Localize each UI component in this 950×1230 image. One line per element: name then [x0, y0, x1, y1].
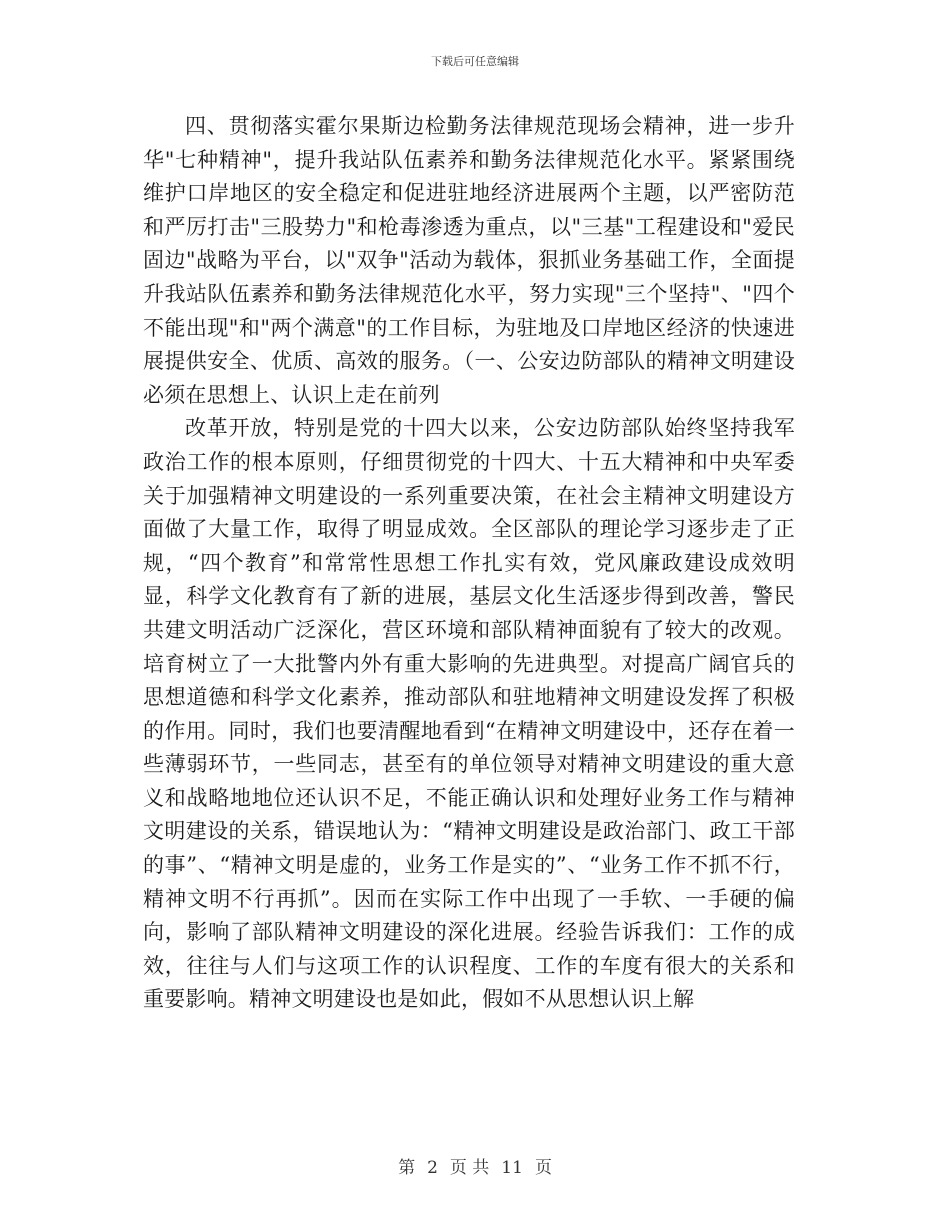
footer-suffix: 页: [534, 1158, 552, 1178]
page-footer: [0, 1153, 950, 1178]
footer-prefix: 第: [398, 1158, 416, 1178]
page-header: 下载后可任意编辑: [431, 55, 519, 68]
footer-middle: 页 共: [449, 1158, 490, 1178]
total-pages-number: 11: [501, 1158, 523, 1178]
document-body: [143, 110, 795, 1017]
paragraph-2: 改革开放，特别是党的十四大以来，公安边防部队始终坚持我军政治工作的根本原则，仔细贯彻党的十四大、十五大精神和中央军委关于加强精神文明建设的一系列重要决策，在社会主精神文明建设方面做了大量工作，取得了明显成效。全区部队的理论学习逐步走了正规，“四个教育”和常常性思想工作扎实有效，党风廉政建设成效明显，科学文化教育有了新的进展，基层文化生活逐步得到改善，警民共建文明活动广泛深化，营区环境和部队精神面貌有了较大的改观。培育树立了一大批警内外有重大影响的先进典型。对提高广阔官兵的思想道德和科学文化素养，推动部队和驻地精神文明建设发挥了积极的作用。同时，我们也要清醒地看到“在精神文明建设中，还存在着一些薄弱环节，一些同志，甚至有的单位领导对精神文明建设的重大意义和战略地地位还认识不足，不能正确认识和处理好业务工作与精神文明建设的关系，错误地认为：“精神文明建设是政治部门、政工干部的事”、“精神文明是虚的，业务工作是实的”、“业务工作不抓不行，精神文明不行再抓”。因而在实际工作中出现了一手软、一手硬的偏向，影响了部队精神文明建设的深化进展。经验告诉我们：工作的成效，往往与人们与这项工作的认识程度、工作的车度有很大的关系和重要影响。精神文明建设也是如此，假如不从思想认识上解: [143, 416, 795, 1012]
current-page-number: 2: [427, 1158, 438, 1178]
paragraph-1: 四、贯彻落实霍尔果斯边检勤务法律规范现场会精神，进一步升华"七种精神"，提升我站队伍素养和勤务法律规范化水平。紧紧围绕维护口岸地区的安全稳定和促进驻地经济进展两个主题，以严密防范和严厉打击"三股势力"和枪毒渗透为重点，以"三基"工程建设和"爱民固边"战略为平台，以"双争"活动为载体，狠抓业务基础工作，全面提升我站队伍素养和勤务法律规范化水平，努力实现"三个坚持"、"四个不能出现"和"两个满意"的工作目标，为驻地及口岸地区经济的快速进展提供安全、优质、高效的服务。（一、公安边防部队的精神文明建设必须在思想上、认识上走在前列: [143, 114, 795, 407]
